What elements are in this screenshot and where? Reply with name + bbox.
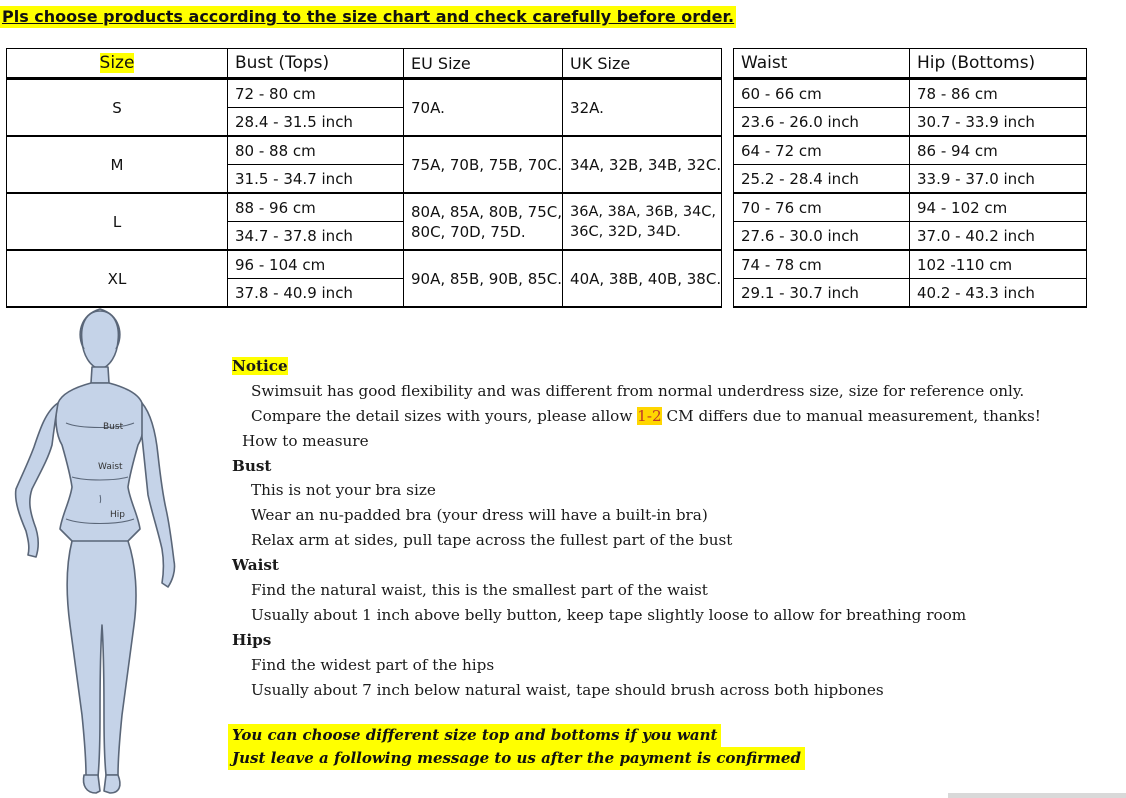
waist-inch-cell: 27.6 - 30.0 inch [734,222,910,251]
uk-size-cell: 36A, 38A, 36B, 34C, 36C, 32D, 34D. [563,193,722,250]
hips-title: Hips [232,630,272,649]
measurement-notes [232,354,1041,702]
table-row [734,250,1087,279]
size-cell: XL [7,250,228,307]
waist-title: Waist [232,556,279,575]
notice-line-2-end: CM differs due to manual measurement, thanks! [661,406,1041,425]
notice-line-1: Swimsuit has good flexibility and was different from normal underdress size, size for reference only. [251,381,1025,400]
waist-cm-cell: 70 - 76 cm [734,193,910,222]
waist-cm-cell: 64 - 72 cm [734,136,910,165]
waist-inch-cell: 23.6 - 26.0 inch [734,108,910,137]
notice-line-2 [232,404,1041,429]
waist-inch-cell: 29.1 - 30.7 inch [734,279,910,308]
bust-inch-cell: 31.5 - 34.7 inch [228,165,404,194]
waist-inch-cell: 25.2 - 28.4 inch [734,165,910,194]
table-row [734,193,1087,222]
figure-right-arm [142,403,175,587]
figure-head [82,311,119,369]
table-row [734,222,1087,251]
waist-line: Usually about 1 inch above belly button, keep tape slightly loose to allow for breathing room [251,605,967,624]
table-row [7,79,722,108]
closing-note [228,724,805,770]
bust-line: Wear an nu-padded bra (your dress will have a built-in bra) [251,506,708,525]
hip-cm-cell: 102 -110 cm [910,250,1087,279]
how-to-measure: How to measure [242,431,369,450]
size-cell: M [7,136,228,193]
table-row [7,250,722,279]
header-eu-size: EU Size [404,49,563,79]
bust-cm-cell: 80 - 88 cm [228,136,404,165]
bust-inch-cell: 28.4 - 31.5 inch [228,108,404,137]
eu-size-cell: 70A. [404,79,563,137]
hip-inch-cell: 30.7 - 33.9 inch [910,108,1087,137]
hip-cm-cell: 78 - 86 cm [910,79,1087,108]
size-chart-banner: Pls choose products according to the size chart and check carefully before order. [2,7,735,26]
hip-inch-cell: 37.0 - 40.2 inch [910,222,1087,251]
size-cell: S [7,79,228,137]
waist-cm-cell: 60 - 66 cm [734,79,910,108]
table-row [734,108,1087,137]
header-size [7,49,228,79]
header-waist: Waist [734,49,910,79]
table-row [7,136,722,165]
uk-size-cell: 40A, 38B, 40B, 38C. [563,250,722,307]
bust-line: This is not your bra size [251,481,436,500]
figure-label-hip: Hip [110,510,125,520]
table-row [7,193,722,222]
figure-neck [91,367,109,383]
closing-line-2: Just leave a following message to us after the payment is confirmed [228,747,805,770]
figure-legs [67,541,136,777]
uk-size-cell: 34A, 32B, 34B, 32C. [563,136,722,193]
bust-cm-cell: 96 - 104 cm [228,250,404,279]
table-row [734,279,1087,308]
table-row [734,165,1087,194]
hips-line: Find the widest part of the hips [251,655,495,674]
table-row [734,136,1087,165]
table-header-row [734,49,1087,79]
notice-title: Notice [232,357,288,375]
bust-line: Relax arm at sides, pull tape across the fullest part of the bust [251,531,733,550]
waist-line: Find the natural waist, this is the smallest part of the waist [251,581,708,600]
hips-line: Usually about 7 inch below natural waist, tape should brush across both hipbones [251,680,884,699]
body-measurement-figure [0,305,200,798]
closing-line-1: You can choose different size top and bottoms if you want [228,724,721,747]
eu-size-cell: 80A, 85A, 80B, 75C, 80C, 70D, 75D. [404,193,563,250]
figure-label-waist: Waist [98,462,123,472]
notice-line-2-start: Compare the detail sizes with yours, please allow [251,406,638,425]
figure-left-arm [16,403,58,557]
hip-inch-cell: 33.9 - 37.0 inch [910,165,1087,194]
hip-inch-cell: 40.2 - 43.3 inch [910,279,1087,308]
header-bust: Bust (Tops) [228,49,404,79]
size-cell: L [7,193,228,250]
header-uk-size: UK Size [563,49,722,79]
horizontal-scrollbar[interactable] [948,793,1126,798]
bust-title: Bust [232,456,272,475]
bust-inch-cell: 34.7 - 37.8 inch [228,222,404,251]
figure-feet [84,775,120,793]
table-row [734,79,1087,108]
table-header-row [7,49,722,79]
bust-cm-cell: 72 - 80 cm [228,79,404,108]
size-chart-table-tops [6,48,722,308]
bust-cm-cell: 88 - 96 cm [228,193,404,222]
figure-label-bust: Bust [103,422,124,432]
waist-cm-cell: 74 - 78 cm [734,250,910,279]
eu-size-cell: 90A, 85B, 90B, 85C. [404,250,563,307]
header-size-label: Size [99,53,135,73]
bust-inch-cell: 37.8 - 40.9 inch [228,279,404,308]
hip-cm-cell: 94 - 102 cm [910,193,1087,222]
eu-size-cell: 75A, 70B, 75B, 70C. [404,136,563,193]
size-chart-table-bottoms [733,48,1087,308]
uk-size-cell: 32A. [563,79,722,137]
hip-cm-cell: 86 - 94 cm [910,136,1087,165]
allowance-highlight: 1-2 [637,406,662,425]
header-hip: Hip (Bottoms) [910,49,1087,79]
